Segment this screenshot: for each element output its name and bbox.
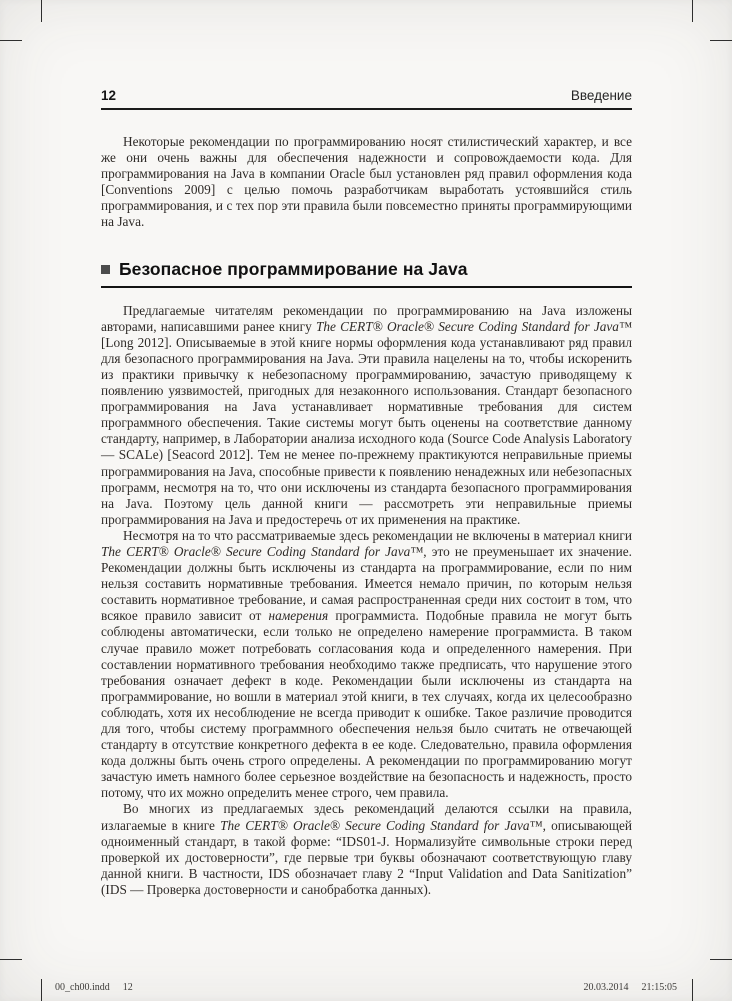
paragraph [101, 303, 632, 528]
book-title-italic: The CERT® Oracle® Secure Coding Standard for Java™ [101, 543, 424, 559]
paragraph-run: Несмотря на то что рассматриваемые здесь рекомендации не включены в материал книги [123, 527, 632, 543]
paragraph-run: Во многих из предлагаемых здесь рекомендаций делаются ссылки на правила, излагаемые в книге [101, 801, 632, 833]
body-text [101, 134, 632, 898]
proof-time: 21:15:05 [641, 982, 677, 993]
paragraph [101, 801, 632, 898]
book-title-italic: The CERT® Oracle® Secure Coding Standard for Java™ [315, 318, 632, 334]
emphasis-italic: намерения [268, 608, 329, 624]
crop-mark-top-right-horizontal [710, 40, 732, 41]
proof-date: 20.03.2014 [583, 982, 629, 993]
running-header-chapter-title: Введение [570, 88, 632, 103]
paragraph-run: , это не преуменьшает их значение. Рекомендации должны быть исключены из стандарта на программирование, если по ним нельзя составить нормативные требования. Имеется немало причин, по которым нельзя составить нормативное требование, и самая распространенная среди них состоит в том, что всякое правило зависит от [101, 543, 632, 624]
crop-mark-bottom-right-vertical [692, 979, 693, 1001]
proof-page-number: 12 [122, 982, 133, 993]
section-heading [101, 259, 632, 288]
proof-file-name: 00_ch00.indd [55, 982, 110, 993]
crop-mark-top-left-vertical [41, 0, 42, 22]
paragraph-run: Некоторые рекомендации по программированию носят стилистический характер, и все же они очень важны для обеспечения надежности и сопровождаемости кода. Для программирования на Java в компании Oracle был установлен ряд правил оформления кода [Conventions 2009] с целью помочь разработчикам выработать устоявшийся стиль программирования, и с тех пор эти правила были повсеместно приняты программирующими на Java. [101, 134, 632, 230]
book-title-italic: The CERT® Oracle® Secure Coding Standard for Java™ [220, 817, 543, 833]
paragraph-run: [Long 2012]. Описываемые в этой книге нормы оформления кода устанавливают ряд правил для безопасного программирования на Java. Эти правила нацелены на то, чтобы искоренить из практики привычку к небезопасному программированию, зачастую приводящему к появлению уязвимостей, пригодных для незаконного использования. Стандарт безопасного программирования на Java устанавливает нормативные требования для систем программного обеспечения. Такие системы могут быть оценены на соответствие данному стандарту, например, в Лаборатории анализа исходного кода (Source Code Analysis Laboratory — SCALe) [Seacord 2012]. Тем не менее по-прежнему практикуются неправильные приемы программирования на Java, способные привести к появлению ненадежных или небезопасных программ, несмотря на то, что они исключены из стандарта безопасного программирования на Java. Поэтому цель данной книги — рассмотреть эти неправильные приемы программирования на Java и предостеречь от их применения на практике. [101, 334, 632, 527]
paragraph-run: программиста. Подобные правила не могут быть соблюдены автоматически, если только не определено намерение программиста. В таком случае правило может потребовать согласования кода и определенного намерения. При составлении нормативного требования необходимо также предписать, что нарушение этого требования означает дефект в коде. Рекомендации были исключены из стандарта на программирование, но вошли в материал этой книги, в тех случаях, когда их целесообразно соблюдать, хотя их несоблюдение не всегда приводит к ошибке. Такое различие проводится для того, чтобы систему программного обеспечения нельзя было считать не отвечающей стандарту в отсутствие конкретного дефекта в ее коде. Следовательно, правила оформления кода должны быть очень строго определены. А рекомендации по программированию могут зачастую иметь намного более серьезное воздействие на безопасность и надежность, просто потому, что их можно определить менее строго, чем правила. [101, 608, 632, 801]
paragraph-run: , описывающей одноименный стандарт, в такой форме: “IDS01-J. Нормализуйте символьные строки перед проверкой их достоверности”, где первые три буквы обозначают соответствующую главу данной книги. В частности, IDS обозначает главу 2 “Input Validation and Data Sanitization” (IDS — Проверка достоверности и санобработка данных). [101, 817, 632, 897]
crop-mark-top-right-vertical [692, 0, 693, 22]
paragraph [101, 528, 632, 802]
section-title: Безопасное программирование на Java [119, 258, 468, 279]
proof-footer-left [55, 982, 133, 993]
crop-mark-bottom-left-horizontal [0, 959, 22, 960]
proof-footer-right [583, 982, 677, 993]
crop-mark-bottom-right-horizontal [710, 959, 732, 960]
square-bullet-icon [101, 265, 110, 274]
crop-mark-bottom-left-vertical [41, 979, 42, 1001]
crop-mark-top-left-horizontal [0, 40, 22, 41]
paragraph [101, 134, 632, 231]
page-text-block [101, 88, 632, 898]
running-header [101, 88, 632, 110]
page-number: 12 [101, 88, 117, 103]
paragraph-run: Предлагаемые читателям рекомендации по программированию на Java изложены авторами, написавшими ранее книгу [101, 302, 632, 334]
